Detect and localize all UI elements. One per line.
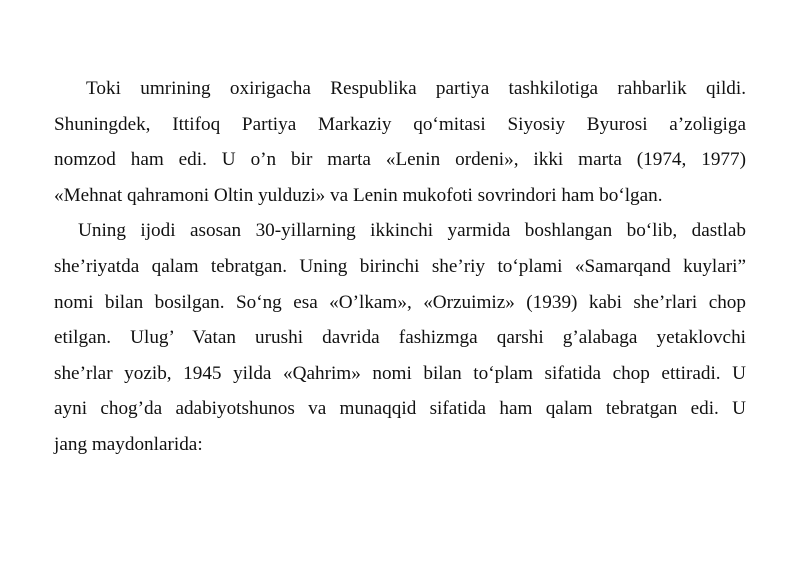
paragraph-2-line-6: ayni chog’da adabiyotshunos va munaqqid sifatida ham qalam tebratgan edi. U: [54, 398, 746, 420]
paragraph-1-line-1: Toki umrining oxirigacha Respublika partiya tashkilotiga rahbarlik qildi.: [86, 78, 746, 99]
paragraph-1-line-4: «Mehnat qahramoni Oltin yulduzi» va Lenin mukofoti sovrindori ham bo‘lgan.: [54, 184, 663, 206]
paragraph-2-line-1: Uning ijodi asosan 30-yillarning ikkinchi yarmida boshlangan bo‘lib, dastlab: [78, 220, 746, 242]
paragraph-1-line-3: nomzod ham edi. U o’n bir marta «Lenin ordeni», ikki marta (1974, 1977): [54, 149, 746, 171]
paragraph-2-line-3: nomi bilan bosilgan. So‘ng esa «O’lkam», «Orzuimiz» (1939) kabi she’rlari chop: [54, 291, 746, 313]
paragraph-1-line-2: Shuningdek, Ittifoq Partiya Markaziy qo‘mitasi Siyosiy Byurosi a’zoligiga: [54, 113, 746, 135]
paragraph-2-line-5: she’rlar yozib, 1945 yilda «Qahrim» nomi bilan to‘plam sifatida chop ettiradi. U: [54, 362, 746, 384]
paragraph-2-line-4: etilgan. Ulug’ Vatan urushi davrida fashizmga qarshi g’alabaga yetaklovchi: [54, 327, 746, 349]
paragraph-2-line-7: jang maydonlarida:: [54, 433, 203, 455]
body-text: [54, 71, 746, 463]
paragraph-2-line-2: she’riyatda qalam tebratgan. Uning birinchi she’riy to‘plami «Samarqand kuylari”: [54, 255, 746, 277]
